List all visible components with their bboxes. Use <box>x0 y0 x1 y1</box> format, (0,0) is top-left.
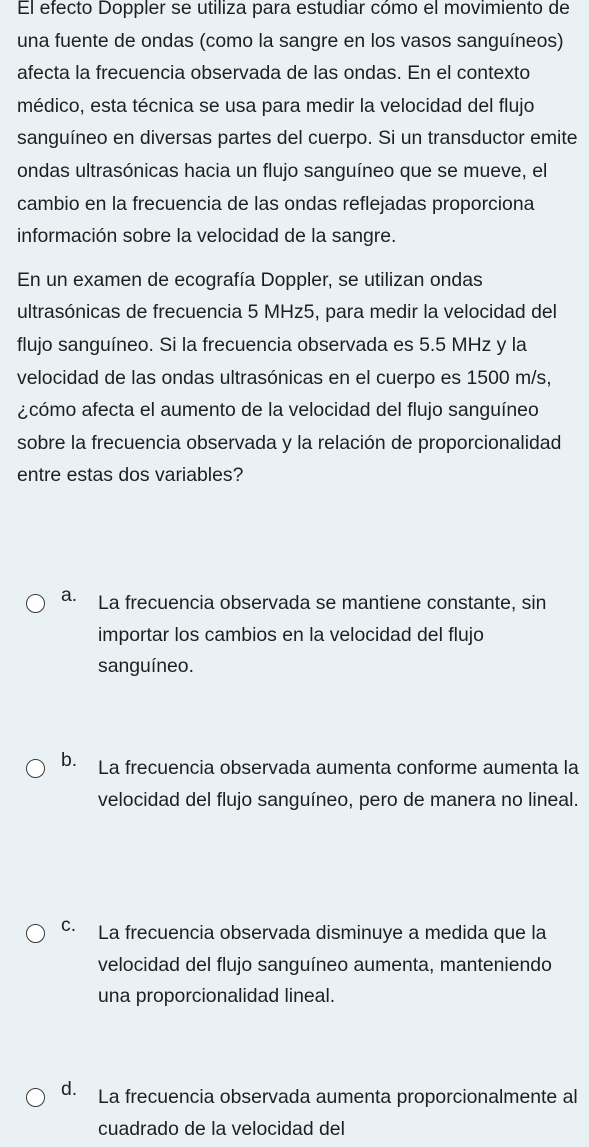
option-letter: d. <box>61 1078 78 1100</box>
radio-button-a[interactable] <box>26 594 45 613</box>
option-letter: a. <box>61 584 78 606</box>
question-paragraph-context: El efecto Doppler se utiliza para estudiar cómo el movimiento de una fuente de ondas (como la sangre en los vasos sanguíneos) afecta la frecuencia observada de las ondas. En el contexto médico, esta técnica se usa para medir la velocidad del flujo sanguíneo en diversas partes del cuerpo. Si un transductor emite ondas ultrasónicas hacia un flujo sanguíneo que se mueve, el cambio en la frecuencia de las ondas reflejadas proporciona información sobre la velocidad de la sangre. <box>17 0 578 248</box>
question-paragraph-prompt: En un examen de ecografía Doppler, se utilizan ondas ultrasónicas de frecuencia 5 MHz5, para medir la velocidad del flujo sanguíneo. Si la frecuencia observada es 5.5 MHz y la velocidad de las ondas ultrasónicas en el cuerpo es 1500 m/s, ¿cómo afecta el aumento de la velocidad del flujo sanguíneo sobre la frecuencia observada y la relación de proporcionalidad entre estas dos variables? <box>17 268 562 487</box>
question-text <box>17 0 579 492</box>
radio-button-c[interactable] <box>26 924 45 943</box>
option-text: La frecuencia observada aumenta proporcionalmente al cuadrado de la velocidad del <box>98 1086 578 1140</box>
option-text: La frecuencia observada aumenta conforme aumenta la velocidad del flujo sanguíneo, pero de manera no lineal. <box>98 757 579 811</box>
radio-button-b[interactable] <box>26 759 45 778</box>
option-text: La frecuencia observada disminuye a medida que la velocidad del flujo sanguíneo aumenta, manteniendo una proporcionalidad lineal. <box>98 922 552 1007</box>
option-letter: c. <box>61 914 77 936</box>
option-letter: b. <box>61 749 78 771</box>
option-text: La frecuencia observada se mantiene constante, sin importar los cambios en la velocidad del flujo sanguíneo. <box>98 592 547 677</box>
radio-button-d[interactable] <box>26 1088 45 1107</box>
